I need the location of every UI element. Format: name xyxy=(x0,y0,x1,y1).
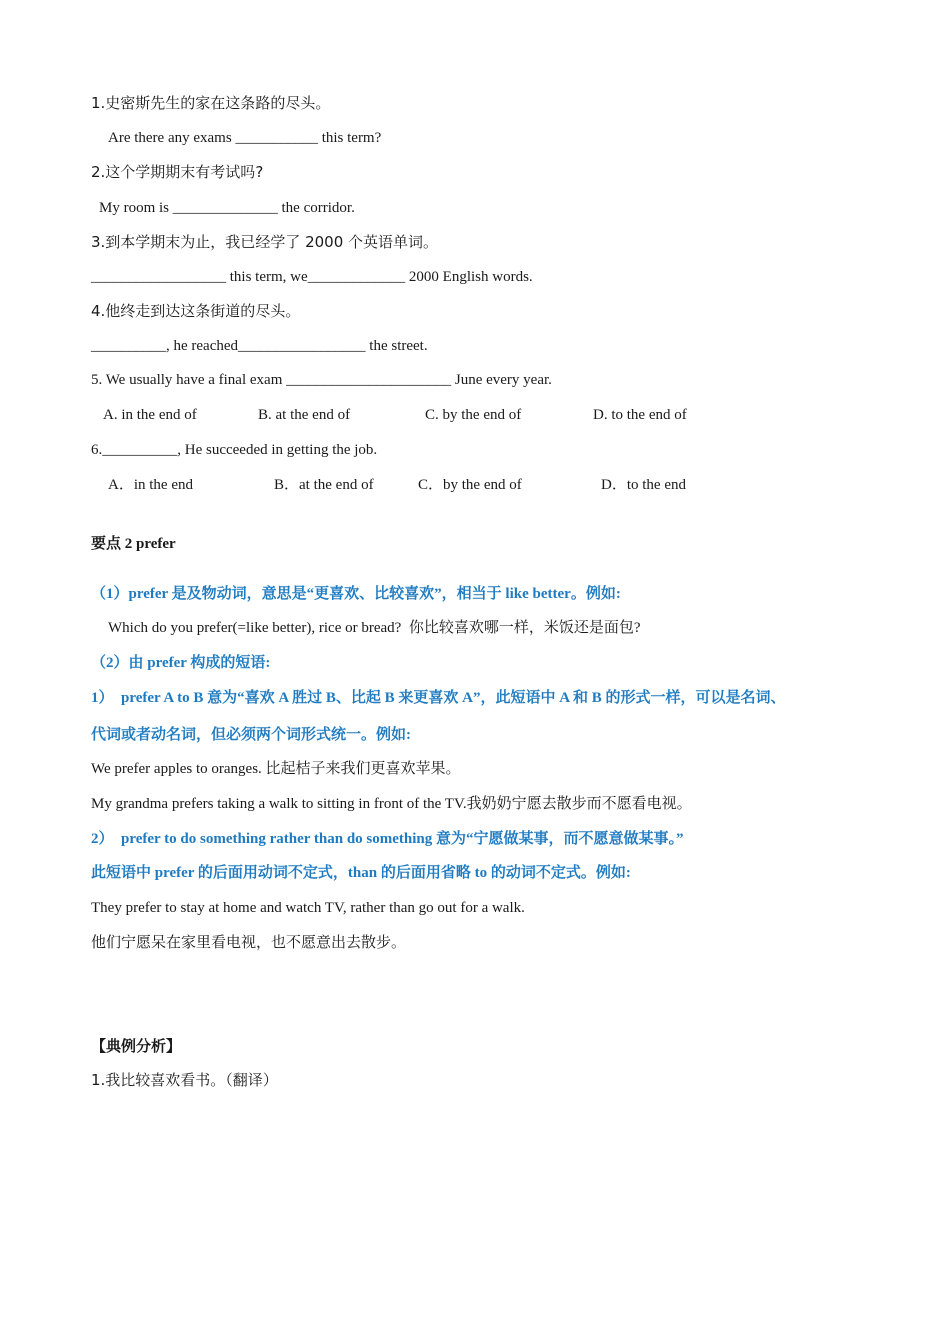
q1-english: Are there any exams ___________ this term? xyxy=(108,130,382,146)
point2-rule1: （1）prefer 是及物动词，意思是“更喜欢、比较喜欢”，相当于 like better。例如: xyxy=(91,586,621,602)
phrase1-line1: 1） prefer A to B 意为“喜欢 A 胜过 B、比起 B 来更喜欢 A”，此短语中 A 和 B 的形式一样，可以是名词、 xyxy=(91,690,786,706)
q5-option-a: A. in the end of xyxy=(103,407,197,423)
q1-chinese: 1.史密斯先生的家在这条路的尽头。 xyxy=(91,94,331,112)
q6-option-b: B．at the end of xyxy=(274,477,374,493)
q3-chinese: 3.到本学期末为止，我已经学了 2000 个英语单词。 xyxy=(91,233,439,251)
q6-option-c: C．by the end of xyxy=(418,477,522,493)
q5-question: 5. We usually have a final exam ______________________ June every year. xyxy=(91,372,552,388)
example-2: My grandma prefers taking a walk to sitting in front of the TV.我奶奶宁愿去散步而不愿看电视。 xyxy=(91,796,692,812)
point2-heading: 要点 2 prefer xyxy=(91,536,176,552)
q3-english: __________________ this term, we_____________ 2000 English words. xyxy=(91,269,533,285)
q6-option-d: D．to the end xyxy=(601,477,686,493)
q4-english: __________, he reached_________________ the street. xyxy=(91,338,428,354)
q2-english: My room is ______________ the corridor. xyxy=(99,200,355,216)
phrase2-line1: 2） prefer to do something rather than do something 意为“宁愿做某事，而不愿意做某事。” xyxy=(91,831,684,847)
phrase1-line2: 代词或者动名词，但必须两个词形式统一。例如: xyxy=(91,727,411,743)
phrase2-line2: 此短语中 prefer 的后面用动词不定式，than 的后面用省略 to 的动词不定式。例如: xyxy=(91,865,631,881)
q6-question: 6.__________, He succeeded in getting the job. xyxy=(91,442,378,458)
example-1: We prefer apples to oranges. 比起桔子来我们更喜欢苹果。 xyxy=(91,761,461,777)
q5-option-c: C. by the end of xyxy=(425,407,522,423)
q6-option-a: A．in the end xyxy=(108,477,193,493)
point2-rule1-example: Which do you prefer(=like better), rice or bread? 你比较喜欢哪一样，米饭还是面包? xyxy=(108,620,641,636)
analysis-q1: 1.我比较喜欢看书。（翻译） xyxy=(91,1071,278,1089)
example-3: They prefer to stay at home and watch TV, rather than go out for a walk. xyxy=(91,900,525,916)
point2-rule2: （2）由 prefer 构成的短语: xyxy=(91,655,271,671)
q4-chinese: 4.他终走到达这条街道的尽头。 xyxy=(91,302,301,320)
example-4: 他们宁愿呆在家里看电视，也不愿意出去散步。 xyxy=(91,933,407,951)
analysis-heading: 【典例分析】 xyxy=(91,1037,182,1055)
q2-chinese: 2.这个学期期末有考试吗? xyxy=(91,163,264,181)
q5-option-d: D. to the end of xyxy=(593,407,687,423)
q5-option-b: B. at the end of xyxy=(258,407,351,423)
